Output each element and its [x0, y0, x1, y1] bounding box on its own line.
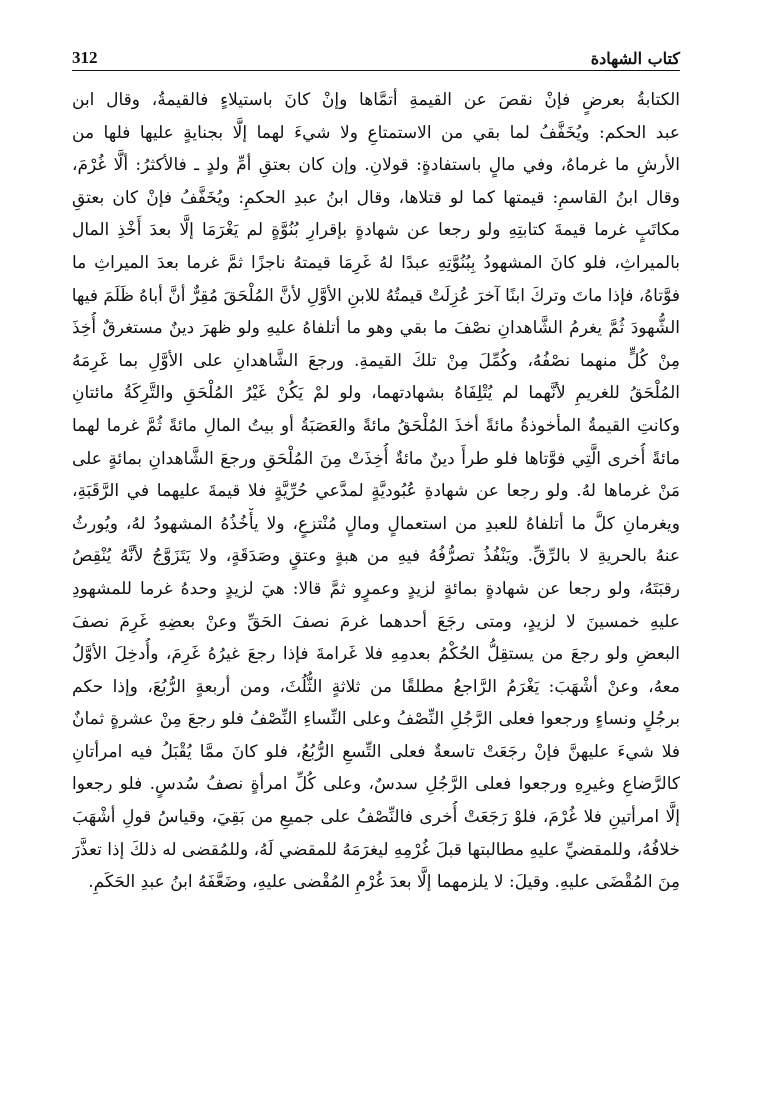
text-line: الشُّهودَ ثُمَّ يغرمُ الشَّاهدانِ نصْفَ ما بقي وهو ما أتلفاهُ عليهِ ولو ظهرَ دينٌ مستغرقٌ أُخِذَ: [72, 318, 680, 339]
text-line: مائةً أُخرى الَّتِي فوَّتاها فلو طرأَ دينٌ مائةٌ أُخِذَتْ مِنَ المُلْحَقِ ورجعَ الشَّاهدانِ بمائةٍ على: [72, 448, 680, 469]
text-line: رقبَتَهُ، ولو رجعا عن شهادةٍ بمائةٍ لزيدٍ وعمرٍو ثمَّ قالا: هيَ لزيدٍ وحدهُ غرما للمشهودِ: [72, 578, 680, 599]
text-line: البعضِ ولو رجعَ من يستقِلُّ الحُكْمُ بعدمِهِ فلا غَرامةَ فإذا رجعَ غيرُهُ غَرِمَ، وأُدخِلَ الأوَّلُ: [72, 644, 680, 665]
text-line: فوَّتاهُ، فإذا ماتَ وتركَ ابنًا آخرَ عُزِلَتْ قيمتُهُ للابنِ الأوَّلِ لأنَّ المُلْحَقَ مُقِرٌّ أنَّ أباهُ ظَلَمَ فيها: [72, 285, 680, 306]
chapter-title: كتاب الشهادة: [590, 49, 680, 68]
text-line: عليهِ خمسينَ لا لزيدٍ، ومتى رجَعَ أحدهما غرمَ نصفَ الحَقِّ وعنْ بعضِهِ غَرِمَ نصفَ: [72, 611, 680, 632]
text-line: وكانتِ القيمةُ المأخوذةُ مائةً أخذَ المُلْحَقُ مائةً والعَصَبَةُ أو بيتُ المالِ مائةً ثُمَّ غرما لهما: [72, 415, 680, 436]
text-line: مَنْ غرماها لهُ. ولو رجعا عن شهادةِ عُبُوديَّةٍ لمدَّعي حُرِّيَّةٍ فلا قيمةَ عليهما في الرَّقَبَةِ،: [72, 481, 680, 502]
text-line: مِنَ المُقْضَى عليهِ. وقيلَ: لا يلزمهما إلَّا بعدَ غُرْمِ المُقْضى عليهِ، وضَعَّفَهُ ابنُ عبدِ الحَكَمِ.: [88, 872, 680, 893]
text-line: إلَّا امرأتينِ فلا غُرْمَ، فلوْ رَجَعَتْ أُخرى فالنِّصْفُ على جميعِ من بَقِيَ، وقياسُ قولِ أشْهَبَ: [72, 807, 680, 828]
text-line: خلافُهُ، وللمقضيِّ عليهِ مطالبتها قبلَ غُرْمِهِ ليغرَمَهُ للمقضي لَهُ، وللمُقضى له ذلكَ إذا تعذَّرَ: [72, 839, 680, 860]
text-line: مِنْ كُلٍّ منهما نصْفُهُ، وكُمِّلَ مِنْ تلكَ القيمةِ. ورجعَ الشَّاهدانِ على الأوَّلِ بما غَرِمَهُ: [72, 350, 680, 371]
text-line: عنهُ بالحريةِ لا بالرِّقِّ. ويَنْفُذُ تصرُّفُهُ فيهِ من هبةٍ وعتقٍ وصَدَقَةٍ، ولا يَتَزَوَّجُ لأنَّهُ يُنْقِصُ: [72, 546, 680, 567]
text-line: معهُ، وعنْ أشْهَبَ: يَغْرَمُ الرَّاجعُ مطلقًا من ثلاثةٍ الثُّلُثَ، ومن أربعةٍ الرُّبُعَ، وإذا حكم: [72, 676, 680, 697]
text-line: عبد الحكم: ويُخَفَّفُ لما بقي من الاستمتاعِ ولا شيءَ لهما إلَّا بجنايةٍ عليها فلها من: [72, 122, 680, 143]
text-line: المُلْحَقُ للغريمِ لأنَّهما لم يُتْلِفَاهُ بشهادتهما، ولو لمْ يَكُنْ غَيْرُ المُلْحَقِ والتَّرِكَةُ مائتانِ: [72, 383, 680, 404]
page-header: [72, 38, 680, 71]
text-line: بالميراثِ، فلو كانَ المشهودُ بِبُنُوَّتِهِ عبدًا لهُ غَرِمَا قيمتهُ ناجزًا ثمَّ غرما بعدَ الميراثِ ما: [72, 252, 680, 273]
text-line: كالرَّضاعِ وغيرِهِ ورجعوا فعلى الرَّجُلِ سدسٌ، وعلى كُلِّ امرأةٍ نصفُ سُدسٍ. فلو رجعوا: [72, 774, 680, 795]
text-line: ويغرمانِ كلَّ ما أتلفاهُ للعبدِ من استعمالٍ ومالٍ مُنْتزعٍ، ولا يأْخُذُهُ المشهودُ لهُ، ويُورثُ: [72, 513, 680, 534]
text-line: مكاتَبٍ غرما قيمةَ كتابتِهِ ولو رجعا عن شهادةٍ بإقرارِ بُنُوَّةٍ لم يَغْرَمَا إلَّا بعدَ أَخْذِ المال: [72, 220, 680, 241]
text-line: فلا شيءَ عليهنَّ فإنْ رجَعَتْ تاسعةٌ فعلى التِّسعِ الرُّبُعُ، فلو كانَ ممَّا يُقْبَلُ فيه امرأتانِ: [72, 741, 680, 762]
text-line: الأرشِ ما غرماهُ، وفي مالٍ باستفادةٍ: قولانِ. وإن كان بعتقِ أمِّ ولدٍ ـ فالأكثرُ: ألَّا غُرْمَ،: [72, 155, 680, 176]
text-line: وقال ابنُ القاسمِ: قيمتها كما لو قتلاها، وقال ابنُ عبدِ الحكمِ: ويُخَفَّفُ فإنْ كان بعتقِ: [72, 187, 680, 208]
text-line: برجُلٍ ونساءٍ ورجعوا فعلى الرَّجُلِ النِّصْفُ وعلى النِّساءِ النِّصْفُ فلو رجعَ مِنْ عشرةٍ ثمانٌ: [72, 709, 680, 730]
body-text: [72, 84, 680, 899]
page-number: 312: [72, 48, 98, 67]
text-line: الكتابةُ بعرضٍ فإنْ نقصَ عن القيمةِ أتمَّاها وإنْ كانَ باستيلاءٍ فالقيمةُ، وقال ابن: [72, 90, 680, 110]
